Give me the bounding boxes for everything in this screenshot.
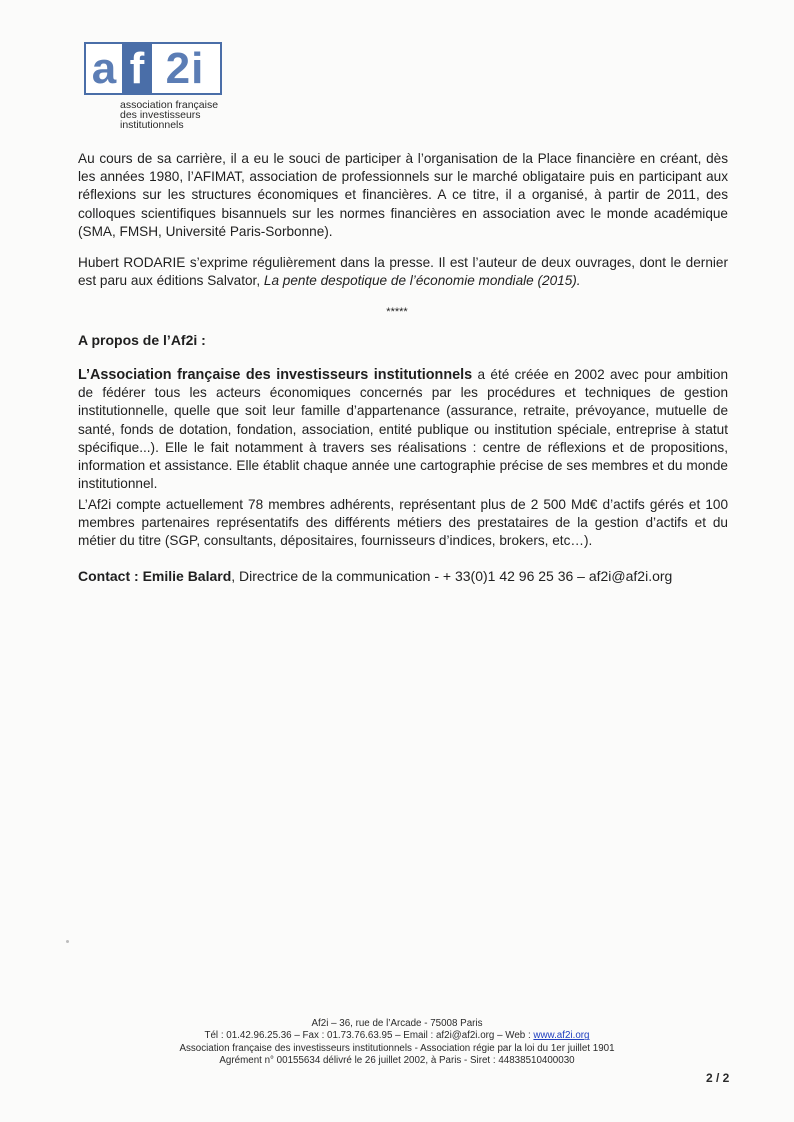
footer-registration: Agrément n° 00155634 délivré le 26 juillet 2002, à Paris - Siret : 44838510400030	[219, 1055, 575, 1067]
paragraph-about	[78, 366, 728, 493]
paragraph-press	[78, 254, 728, 290]
footer	[0, 1018, 794, 1068]
paragraph-press-text	[78, 254, 728, 290]
logo-mark	[84, 42, 222, 95]
contact-details: , Directrice de la communication - + 33(0)1 42 96 25 36 – af2i@af2i.org	[231, 568, 673, 584]
logo-caption-line-3: institutionnels	[120, 119, 184, 131]
footer-legal: Association française des investisseurs institutionnels - Association régie par la loi du 1er juillet 1901	[179, 1042, 615, 1054]
section-heading: A propos de l’Af2i :	[78, 332, 206, 348]
logo-caption-line-2: des investisseurs	[120, 109, 201, 121]
paragraph-members	[78, 496, 728, 551]
logo-caption	[120, 100, 234, 130]
af2i-logo	[84, 42, 234, 130]
association-name: L’Association française des investisseurs institutionnels	[78, 367, 473, 383]
footer-contacts	[0, 1030, 794, 1042]
paragraph-about-text	[78, 366, 728, 493]
paragraph-career	[78, 150, 728, 241]
logo-letter-f: f	[122, 44, 152, 93]
contact-line	[78, 568, 672, 584]
logo-caption-line-1: association française	[120, 99, 219, 111]
contact-name: Emilie Balard	[142, 568, 232, 584]
scan-speck	[66, 940, 69, 943]
footer-contacts-text: Tél : 01.42.96.25.36 – Fax : 01.73.76.63.95 – Email : af2i@af2i.org – Web :	[204, 1030, 534, 1042]
paragraph-about-rest: a été créée en 2002 avec pour ambition de fédérer tous les acteurs économiques concernés par les procédures et techniques de gestion institutionnelle, quelle que soit leur famille d’appartenance (assurance, retraite, prévoyance, mutuelle de santé, fonds de dotation, fondation, association, entité publique ou institution spéciale, entreprise à statut spécifique...). Elle le fait notamment à travers ses réalisations : centre de réflexions et de propositions, information et assistance. Elle établit chaque année une cartographie précise de ses membres et du monde institutionnel.	[78, 367, 729, 492]
logo-letter-a: a	[91, 43, 117, 93]
paragraph-members-text: L’Af2i compte actuellement 78 membres adhérents, représentant plus de 2 500 Md€ d’actifs gérés et 100 membres partenaires représentatifs des différents métiers des prestataires de la gestion d’actifs et du métier du titre (SGP, consultants, dépositaires, fournisseurs d’indices, brokers, etc…).	[78, 497, 728, 549]
paragraph-career-text: Au cours de sa carrière, il a eu le souci de participer à l’organisation de la Place financière en créant, dès les années 1980, l’AFIMAT, association de professionnels sur le marché obligataire puis en participant aux réflexions sur les structures économiques et financières. A ce titre, il a organisé, à partir de 2011, des colloques scientifiques bisannuels sur les normes financières en association avec le monde académique (SMA, FMSH, Université Paris-Sorbonne).	[78, 151, 728, 239]
logo-letters-2i: 2i	[165, 43, 205, 93]
website-link[interactable]: www.af2i.org	[533, 1030, 590, 1042]
section-separator: *****	[386, 306, 408, 318]
page-number: 2 / 2	[706, 1071, 730, 1085]
book-title: La pente despotique de l’économie mondiale (2015).	[263, 273, 581, 289]
footer-address: Af2i – 36, rue de l’Arcade - 75008 Paris	[311, 1018, 483, 1029]
paragraph-press-prefix: Hubert RODARIE s’exprime régulièrement dans la presse. Il est l’auteur de deux ouvrages, dont le dernier est paru aux éditions Salvator,	[78, 255, 728, 289]
contact-label: Contact :	[78, 568, 139, 584]
